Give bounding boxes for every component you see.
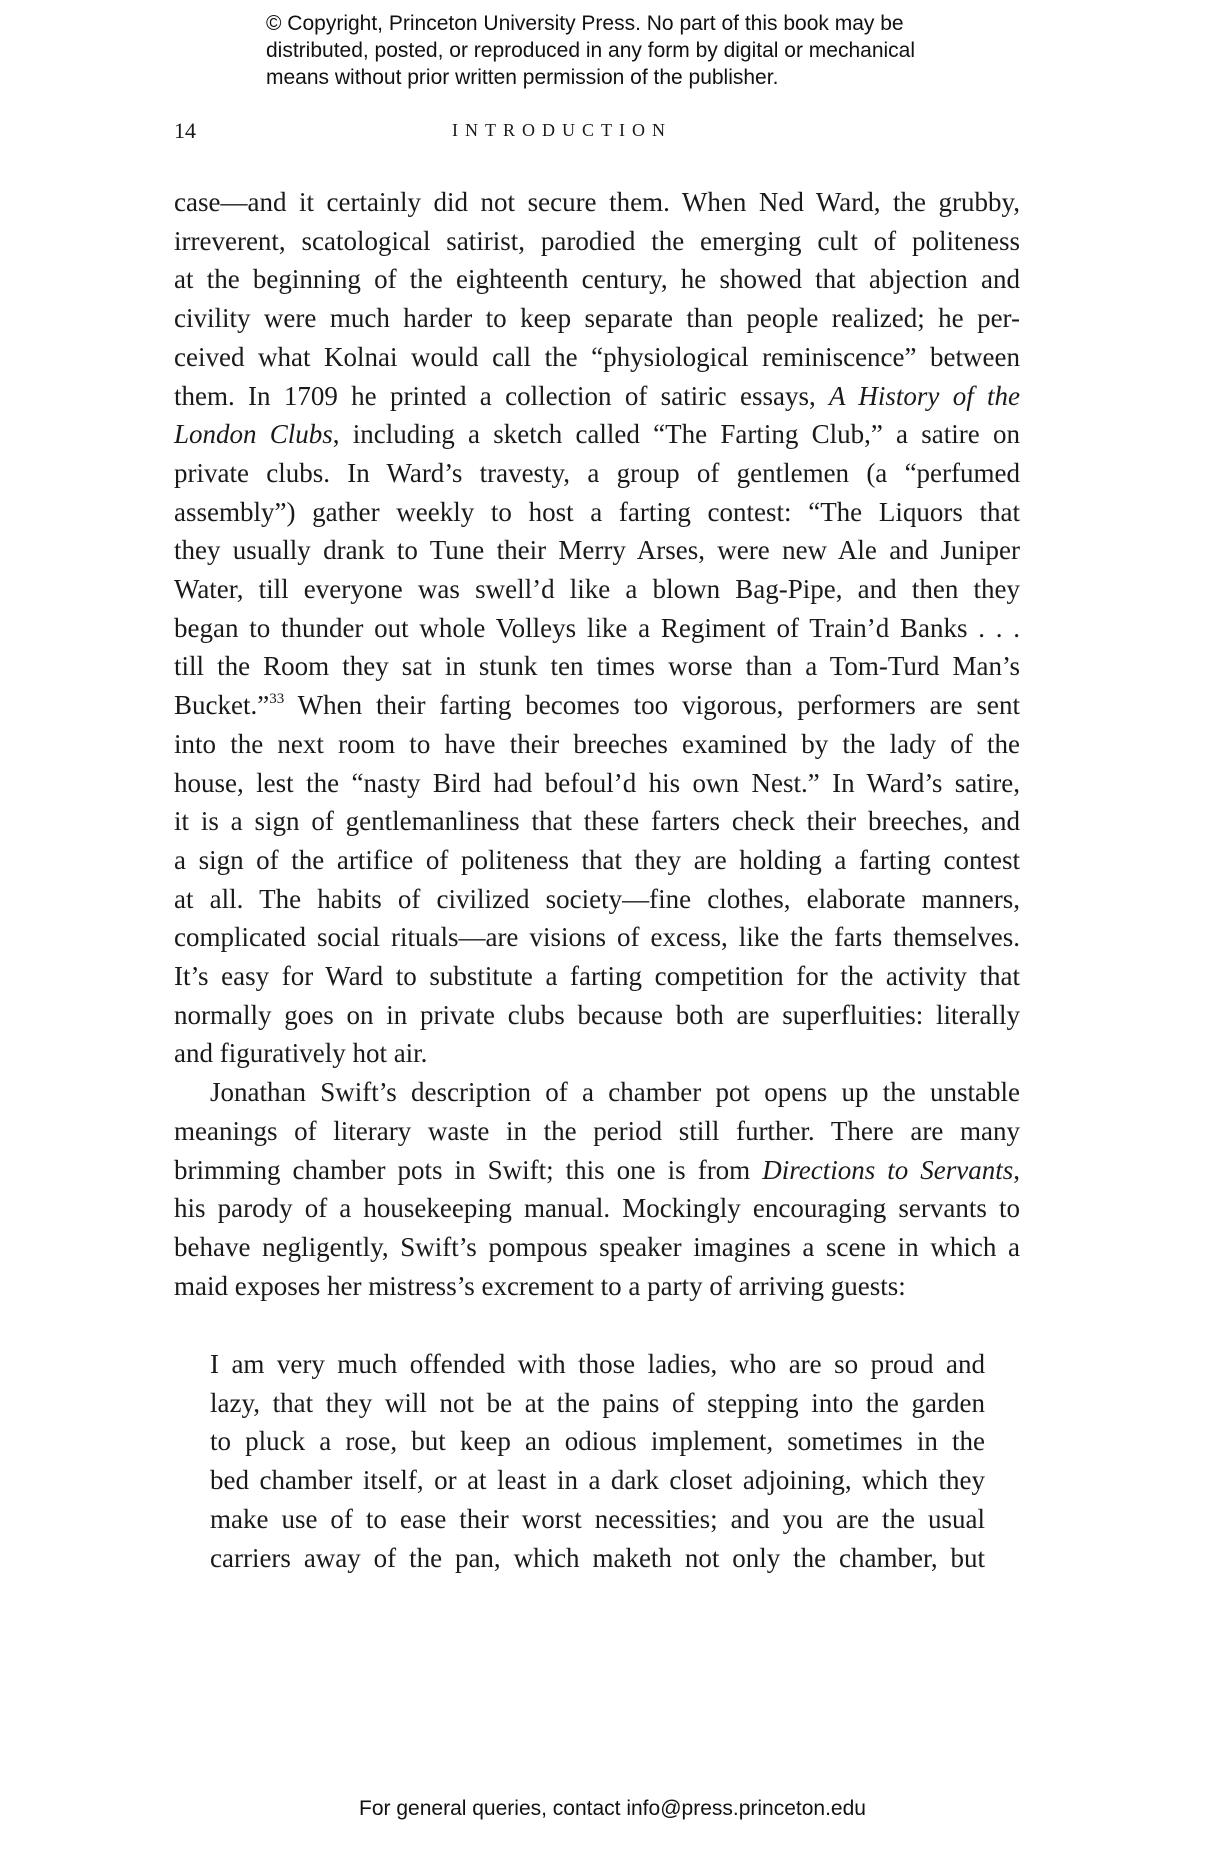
text-run: them. In 1709 he printed a collection of satiric essays, <box>174 380 816 411</box>
text-line: Water, till everyone was swell’d like a blown Bag-Pipe, and then they <box>174 574 1020 605</box>
book-title: London Clubs <box>174 419 333 450</box>
text-line <box>174 1151 1020 1190</box>
text-run: Bucket.” <box>174 690 270 721</box>
text-line: into the next room to have their breeches examined by the lady of the <box>174 728 1020 759</box>
quote-line: to pluck a rose, but keep an odious implement, sometimes in the <box>210 1426 985 1457</box>
text-line: Jonathan Swift’s description of a chamber pot opens up the unstable <box>210 1077 1020 1108</box>
book-title: A History of the <box>829 380 1020 411</box>
text-line: began to thunder out whole Volleys like a Regiment of Train’d Banks . . . <box>174 612 1020 643</box>
text-run: brimming chamber pots in Swift; this one is from <box>174 1154 751 1185</box>
text-line: meanings of literary waste in the period still further. There are many <box>174 1115 1020 1146</box>
text-line: at the beginning of the eighteenth century, he showed that abjection and <box>174 264 1020 295</box>
text-line <box>174 415 1020 454</box>
copyright-line: distributed, posted, or reproduced in any form by digital or mechanical <box>266 39 916 62</box>
text-line: It’s easy for Ward to substitute a farting competition for the activity that <box>174 961 1020 992</box>
text-line: and figuratively hot air. <box>174 1038 428 1069</box>
text-line: house, lest the “nasty Bird had befoul’d his own Nest.” In Ward’s satire, <box>174 767 1020 798</box>
text-run: , including a sketch called “The Farting Club,” a satire on <box>332 419 1020 450</box>
page-number: 14 <box>174 118 196 143</box>
body-text <box>174 183 1020 1305</box>
running-head <box>0 118 1225 148</box>
text-line: at all. The habits of civilized society—fine clothes, elaborate manners, <box>174 883 1020 914</box>
quote-line: I am very much offended with those ladies, who are so proud and <box>210 1349 985 1379</box>
footer-contact: For general queries, contact info@press.princeton.edu <box>359 1797 866 1820</box>
block-quote <box>210 1345 985 1577</box>
text-run: When their farting becomes too vigorous, performers are sent <box>284 690 1020 721</box>
text-line: irreverent, scatological satirist, parodied the emerging cult of politeness <box>174 225 1020 256</box>
quote-line: lazy, that they will not be at the pains of stepping into the garden <box>210 1387 985 1418</box>
text-line: his parody of a housekeeping manual. Mockingly encouraging servants to <box>174 1193 1020 1224</box>
text-run: , <box>1013 1154 1020 1185</box>
footnote-reference[interactable]: 33 <box>269 691 285 708</box>
text-line: a sign of the artifice of politeness that they are holding a farting contest <box>174 844 1020 875</box>
book-title: Directions to Servants <box>762 1154 1014 1185</box>
text-line: assembly”) gather weekly to host a farting contest: “The Liquors that <box>174 496 1020 527</box>
running-title: INTRODUCTION <box>452 120 672 140</box>
copyright-line: © Copyright, Princeton University Press. No part of this book may be <box>266 12 904 35</box>
text-line: normally goes on in private clubs because both are superfluities: literally <box>174 999 1020 1030</box>
text-line <box>174 377 1020 416</box>
text-line: ceived what Kolnai would call the “physiological reminiscence” between <box>174 341 1020 372</box>
paragraph <box>174 1073 1020 1305</box>
text-line <box>174 686 1020 725</box>
quote-line: carriers away of the pan, which maketh not only the chamber, but <box>210 1542 985 1573</box>
quote-line: bed chamber itself, or at least in a dark closet adjoining, which they <box>210 1465 985 1496</box>
copyright-notice <box>266 10 1026 91</box>
copyright-line: means without prior written permission of the publisher. <box>266 66 779 89</box>
text-line: behave negligently, Swift’s pompous speaker imagines a scene in which a <box>174 1231 1020 1262</box>
paragraph <box>174 183 1020 1073</box>
text-line: complicated social rituals—are visions of excess, like the farts themselves. <box>174 922 1020 953</box>
quote-line: make use of to ease their worst necessities; and you are the usual <box>210 1503 985 1534</box>
text-line: they usually drank to Tune their Merry Arses, were new Ale and Juniper <box>174 535 1020 566</box>
text-line: case—and it certainly did not secure them. When Ned Ward, the grubby, <box>174 187 1020 217</box>
text-line: maid exposes her mistress’s excrement to a party of arriving guests: <box>174 1270 906 1301</box>
text-line: till the Room they sat in stunk ten times worse than a Tom-Turd Man’s <box>174 651 1020 682</box>
text-line: civility were much harder to keep separate than people realized; he per- <box>174 303 1020 334</box>
text-line: private clubs. In Ward’s travesty, a group of gentlemen (a “perfumed <box>174 457 1020 488</box>
text-line: it is a sign of gentlemanliness that these farters check their breeches, and <box>174 806 1020 837</box>
